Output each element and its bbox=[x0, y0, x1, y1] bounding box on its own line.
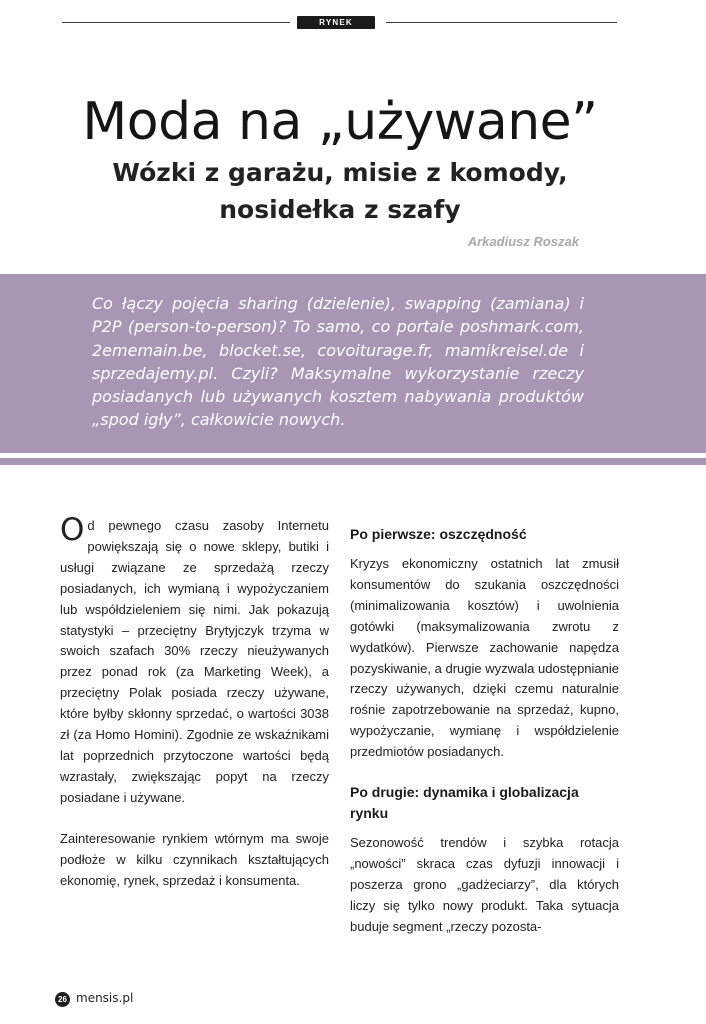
section-savings-text: Kryzys ekonomiczny ostatnich lat zmusił konsumentów do szukania oszczędności (minimalizowania kosztów) i uwolnienia gotówki (maksymalizowania zwrotu z wydatków). Pierwsze zachowanie napędza pozyskiwanie, a drugie wyzwala udostępnianie rzeczy używanych, dzięki czemu naturalnie rośnie zapotrzebowanie na sprzedaż, kupno, wypożyczanie, wymianę i współdzielenie przedmiotów posiadanych. bbox=[350, 556, 619, 760]
left-paragraph-2: Zainteresowanie rynkiem wtórnym ma swoje podłoże w kilku czynnikach kształtujących ekonomię, rynek, sprzedaż i konsumenta. bbox=[60, 830, 329, 888]
left-paragraph-1-text: d pewnego czasu zasoby Internetu powiększają się o nowe sklepy, butiki i usługi związane ze sprzedażą rzeczy posiadanych, ich wymianą i wypożyczaniem lub współdzieleniem się nimi. Jak pokazują statystyki – przeciętny Brytyjczyk trzyma w swoich szafach 30% rzeczy nieużywanych przez ponad rok (za Marketing Week), a przeciętny Polak posiada rzeczy używane, które byłby skłonny sprzedać, o wartości 3038 zł (za Homo Homini). Zgodnie ze wskaźnikami lat poprzednich przytoczone wartości będą wzrastały, zwiększając popyt na rzeczy posiadane i używane. bbox=[60, 518, 329, 805]
section-heading-dynamics: Po drugie: dynamika i globalizacja rynku bbox=[350, 784, 579, 822]
page-number-badge: 26 bbox=[55, 992, 70, 1007]
section-savings bbox=[350, 524, 619, 763]
left-column bbox=[60, 512, 329, 891]
article-title: Moda na „używane” bbox=[82, 92, 598, 152]
article-author: Arkadiusz Roszak bbox=[467, 234, 579, 249]
lead-paragraph: Co łączy pojęcia sharing (dzielenie), swapping (zamiana) i P2P (person-to-person)? To samo, co portale poshmark.com, 2ememain.be, blocket.se, covoiturage.fr, mamikreisel.de i sprzedajemy.pl. Czyli? Maksymalne wykorzystanie rzeczy posiadanych lub używanych kosztem nabywania produktów „spod igły”, całkowicie nowych. bbox=[92, 294, 584, 430]
article-subtitle: Wózki z garażu, misie z komody, nosidełka z szafy bbox=[112, 158, 568, 224]
lead-underline-bar bbox=[0, 458, 706, 465]
header-rule-right bbox=[386, 22, 617, 23]
drop-cap: O bbox=[60, 512, 85, 548]
left-paragraph-1 bbox=[60, 512, 329, 809]
section-dynamics-text: Sezonowość trendów i szybka rotacja „nowości” skraca czas dyfuzji innowacji i poszerza grono „gadżeciarzy”, dla których liczy się tylko nowy produkt. Taka sytuacja buduje segment „rzeczy pozosta- bbox=[350, 835, 619, 934]
section-heading-savings: Po pierwsze: oszczędność bbox=[350, 526, 527, 542]
right-column bbox=[350, 524, 619, 938]
section-tag: RYNEK bbox=[297, 16, 375, 29]
site-name: mensis.pl bbox=[76, 991, 134, 1005]
section-dynamics bbox=[350, 782, 619, 938]
header-rule-left bbox=[62, 22, 290, 23]
